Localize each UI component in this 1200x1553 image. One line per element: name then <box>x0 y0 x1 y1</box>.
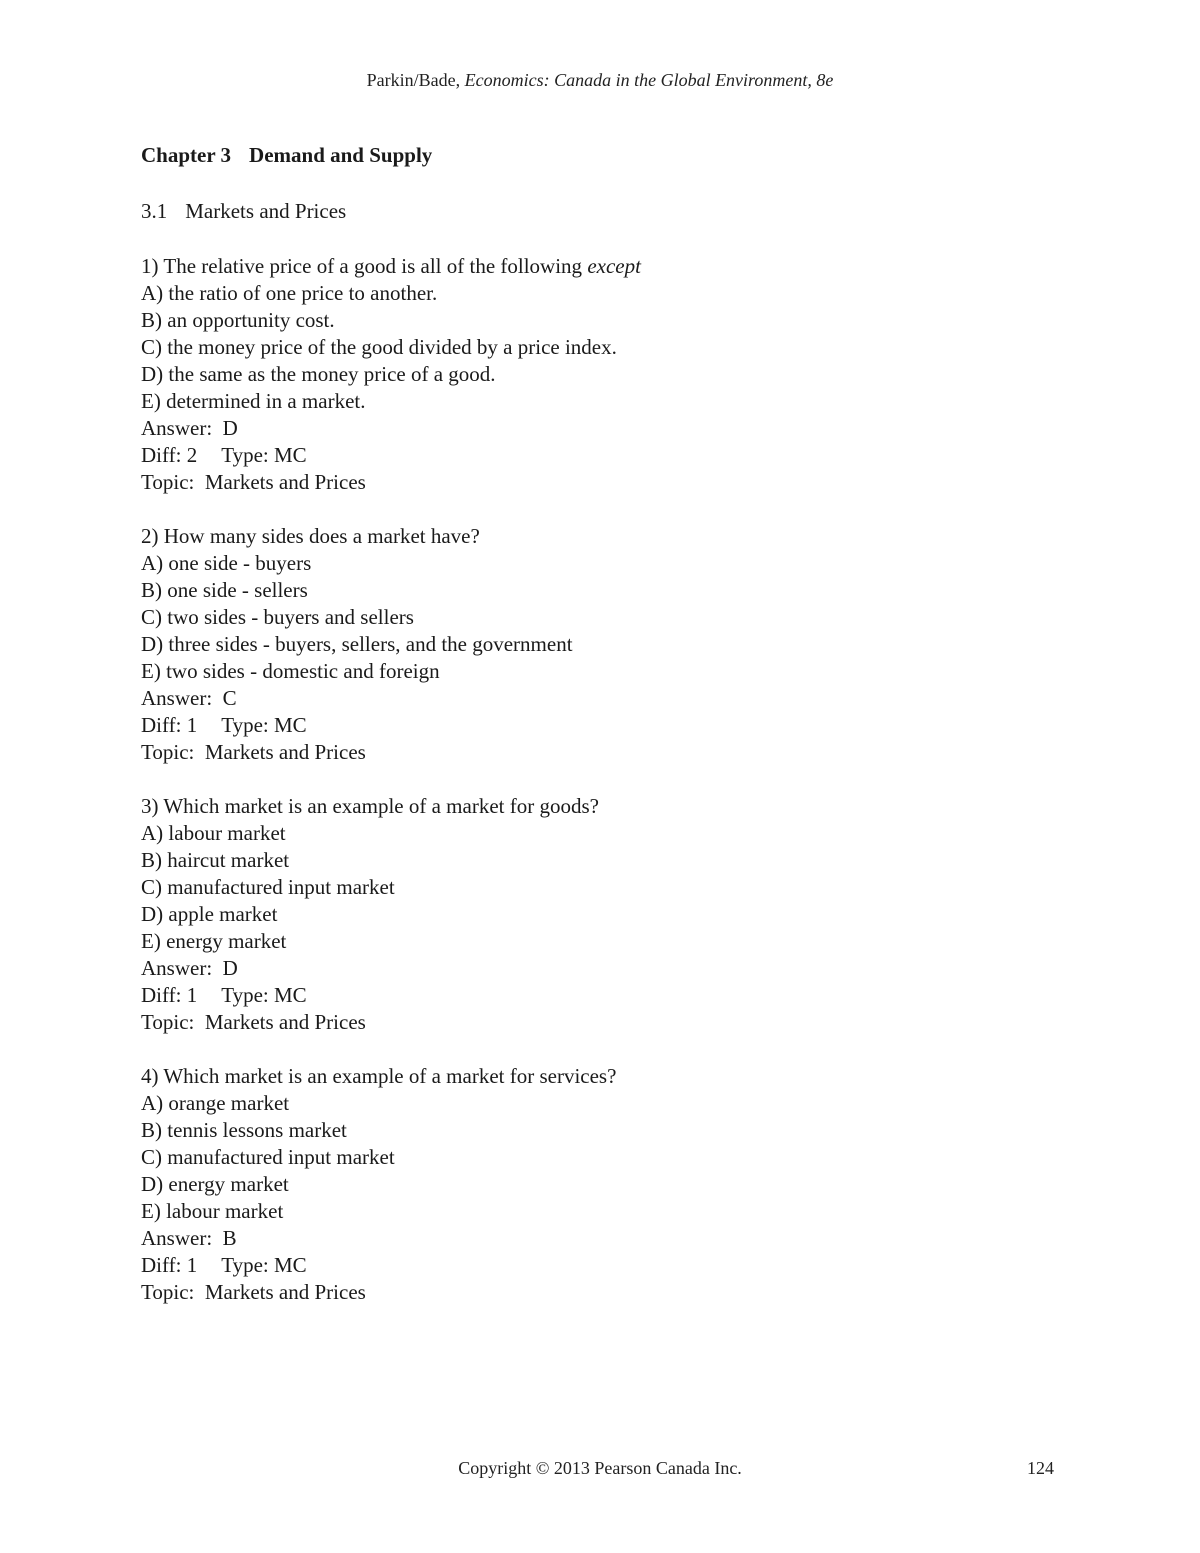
answer-option: D) energy market <box>141 1172 289 1196</box>
answer-key: Answer: B <box>141 1226 237 1250</box>
answer-option: A) labour market <box>141 821 286 845</box>
header-book-title: Economics: Canada in the Global Environment, 8e <box>464 70 834 90</box>
difficulty-type <box>141 442 1061 469</box>
topic: Topic: Markets and Prices <box>141 1280 366 1304</box>
answer-option: D) three sides - buyers, sellers, and the government <box>141 632 573 656</box>
chapter-title: Demand and Supply <box>249 143 433 167</box>
question-3 <box>141 793 1061 1036</box>
answer-option: C) manufactured input market <box>141 1145 395 1169</box>
header-authors: Parkin/Bade, <box>366 70 465 90</box>
question-stem: 2) How many sides does a market have? <box>141 524 480 548</box>
topic: Topic: Markets and Prices <box>141 470 366 494</box>
answer-option: E) energy market <box>141 929 287 953</box>
answer-option: D) apple market <box>141 902 278 926</box>
difficulty-type <box>141 1252 1061 1279</box>
page-content <box>141 140 1061 1333</box>
running-header <box>0 70 1200 91</box>
question-type: Type: MC <box>221 1253 307 1277</box>
page-number: 124 <box>1027 1458 1054 1478</box>
answer-option: C) the money price of the good divided by a price index. <box>141 335 617 359</box>
question-stem: 4) Which market is an example of a market for services? <box>141 1064 617 1088</box>
section-number: 3.1 <box>141 199 168 223</box>
question-type: Type: MC <box>221 983 307 1007</box>
answer-option: C) manufactured input market <box>141 875 395 899</box>
question-2 <box>141 523 1061 766</box>
answer-option: E) labour market <box>141 1199 284 1223</box>
chapter-heading <box>141 140 1061 170</box>
answer-key: Answer: D <box>141 416 238 440</box>
difficulty-type <box>141 712 1061 739</box>
difficulty: Diff: 2 <box>141 443 198 467</box>
answer-key: Answer: D <box>141 956 238 980</box>
difficulty: Diff: 1 <box>141 983 198 1007</box>
answer-option: A) one side - buyers <box>141 551 312 575</box>
chapter-number: Chapter 3 <box>141 143 232 167</box>
question-stem: 3) Which market is an example of a market for goods? <box>141 794 599 818</box>
topic: Topic: Markets and Prices <box>141 1010 366 1034</box>
copyright-notice: Copyright © 2013 Pearson Canada Inc. <box>458 1458 742 1478</box>
answer-option: E) two sides - domestic and foreign <box>141 659 440 683</box>
difficulty: Diff: 1 <box>141 713 198 737</box>
answer-option: A) orange market <box>141 1091 290 1115</box>
question-stem: 1) The relative price of a good is all of the following except <box>141 254 641 278</box>
section-title: Markets and Prices <box>185 199 347 223</box>
answer-option: C) two sides - buyers and sellers <box>141 605 414 629</box>
answer-key: Answer: C <box>141 686 237 710</box>
question-type: Type: MC <box>221 713 307 737</box>
difficulty-type <box>141 982 1061 1009</box>
answer-option: E) determined in a market. <box>141 389 366 413</box>
question-type: Type: MC <box>221 443 307 467</box>
answer-option: B) one side - sellers <box>141 578 308 602</box>
topic: Topic: Markets and Prices <box>141 740 366 764</box>
answer-option: B) an opportunity cost. <box>141 308 335 332</box>
section-heading <box>141 196 1061 226</box>
question-4 <box>141 1063 1061 1306</box>
answer-option: D) the same as the money price of a good. <box>141 362 496 386</box>
answer-option: B) tennis lessons market <box>141 1118 347 1142</box>
answer-option: B) haircut market <box>141 848 290 872</box>
question-stem-emphasis: except <box>587 254 641 278</box>
answer-option: A) the ratio of one price to another. <box>141 281 438 305</box>
question-1 <box>141 253 1061 496</box>
difficulty: Diff: 1 <box>141 1253 198 1277</box>
